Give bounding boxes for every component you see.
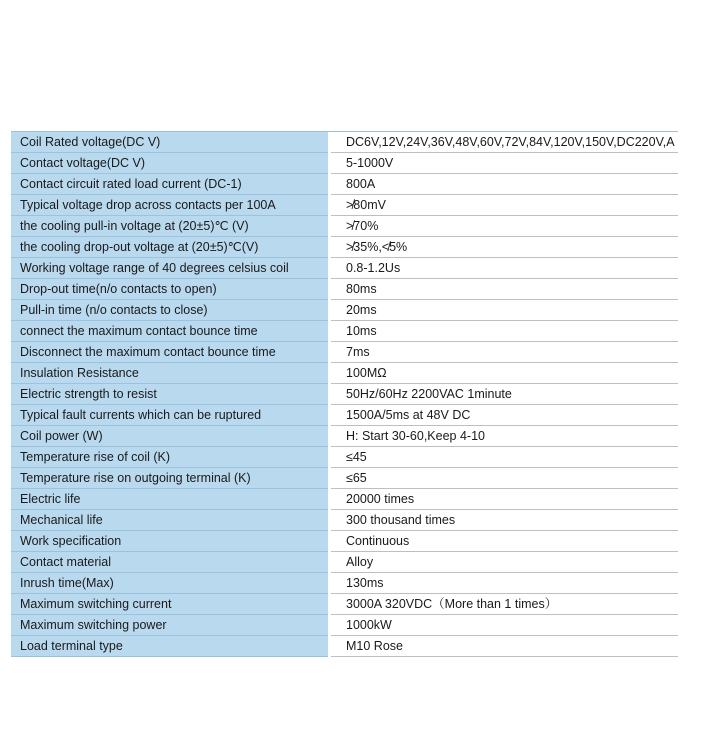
table-row [11,174,678,195]
value-cell: DC6V,12V,24V,36V,48V,60V,72V,84V,120V,150V,DC220V,A [331,132,678,153]
value-cell: M10 Rose [331,636,678,657]
value-cell: 20000 times [331,489,678,510]
table-row [11,258,678,279]
table-row [11,216,678,237]
parameter-cell: the cooling drop-out voltage at (20±5)℃(V) [11,237,328,258]
value-cell: 3000A 320VDC（More than 1 times） [331,594,678,615]
table-row [11,468,678,489]
value-cell: 7ms [331,342,678,363]
parameter-cell: Pull-in time (n/o contacts to close) [11,300,328,321]
table-row [11,489,678,510]
parameter-cell: Disconnect the maximum contact bounce time [11,342,328,363]
parameter-cell: Maximum switching power [11,615,328,636]
table-row [11,363,678,384]
value-cell: H: Start 30-60,Keep 4-10 [331,426,678,447]
parameter-cell: Load terminal type [11,636,328,657]
table-row [11,153,678,174]
specification-table-body [11,132,678,657]
parameter-cell: Temperature rise on outgoing terminal (K) [11,468,328,489]
parameter-cell: Drop-out time(n/o contacts to open) [11,279,328,300]
value-cell: 20ms [331,300,678,321]
value-cell: Alloy [331,552,678,573]
parameter-cell: Working voltage range of 40 degrees celsius coil [11,258,328,279]
parameter-cell: Contact circuit rated load current (DC-1) [11,174,328,195]
value-cell: 80ms [331,279,678,300]
parameter-cell: the cooling pull-in voltage at (20±5)℃ (V) [11,216,328,237]
value-cell: 100MΩ [331,363,678,384]
table-row [11,615,678,636]
table-row [11,237,678,258]
parameter-cell: Maximum switching current [11,594,328,615]
value-cell: 1500A/5ms at 48V DC [331,405,678,426]
value-cell: ≯35%,≮5% [331,237,678,258]
table-row [11,636,678,657]
specification-table [11,132,678,657]
value-cell: 130ms [331,573,678,594]
parameter-cell: Contact material [11,552,328,573]
table-row [11,195,678,216]
table-row [11,300,678,321]
parameter-cell: Work specification [11,531,328,552]
parameter-cell: Mechanical life [11,510,328,531]
table-row [11,531,678,552]
table-row [11,405,678,426]
parameter-cell: Coil power (W) [11,426,328,447]
value-cell: ≯70% [331,216,678,237]
value-cell: ≯80mV [331,195,678,216]
parameter-cell: Typical fault currents which can be ruptured [11,405,328,426]
table-row [11,321,678,342]
table-row [11,510,678,531]
table-row [11,426,678,447]
parameter-cell: Temperature rise of coil (K) [11,447,328,468]
table-row [11,132,678,153]
parameter-cell: Typical voltage drop across contacts per 100A [11,195,328,216]
table-row [11,552,678,573]
parameter-cell: Electric life [11,489,328,510]
parameter-cell: Inrush time(Max) [11,573,328,594]
value-cell: 300 thousand times [331,510,678,531]
parameter-cell: connect the maximum contact bounce time [11,321,328,342]
value-cell: Continuous [331,531,678,552]
table-row [11,279,678,300]
value-cell: 0.8-1.2Us [331,258,678,279]
table-row [11,573,678,594]
value-cell: 1000kW [331,615,678,636]
parameter-cell: Electric strength to resist [11,384,328,405]
parameter-cell: Insulation Resistance [11,363,328,384]
table-row [11,594,678,615]
value-cell: ≤65 [331,468,678,489]
value-cell: 800A [331,174,678,195]
value-cell: 50Hz/60Hz 2200VAC 1minute [331,384,678,405]
value-cell: 10ms [331,321,678,342]
parameter-cell: Contact voltage(DC V) [11,153,328,174]
value-cell: ≤45 [331,447,678,468]
table-row [11,342,678,363]
value-cell: 5-1000V [331,153,678,174]
table-row [11,384,678,405]
table-row [11,447,678,468]
parameter-cell: Coil Rated voltage(DC V) [11,132,328,153]
